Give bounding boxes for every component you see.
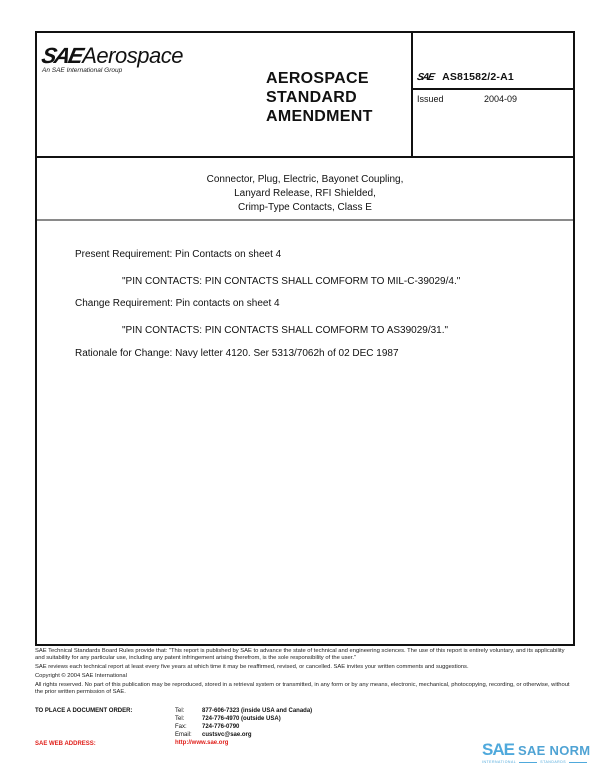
contact-row [175,723,435,731]
doc-type-line: AEROSPACE [266,70,369,87]
sae-aerospace-logo [39,43,183,74]
logo-tagline: An SAE International Group [42,67,123,74]
title-divider [37,219,573,221]
contact-key: Tel: [175,708,185,714]
contact-row [175,715,435,723]
copyright: Copyright © 2004 SAE International [35,673,127,679]
issued-box [411,88,573,158]
sae-norm-rule [569,762,587,763]
sae-logo-icon: SAE [415,71,435,83]
issued-date: 2004-09 [484,94,518,104]
document-frame [35,31,575,646]
contact-row [175,707,435,715]
contact-value: 877-606-7323 (inside USA and Canada) [202,708,313,714]
rationale: Rationale for Change: Navy letter 4120. Ser 5313/7062h of 02 DEC 1987 [75,348,399,359]
rules-text: SAE Technical Standards Board Rules provide that: "This report is published by SAE to advance the state of technical and engineering sciences. The use of this report is entirely voluntary, and its applicability and suitability for any particular use, including any patent infringement arising therefrom, is the sole responsibility of the user." [35,648,565,661]
web-url-link[interactable]: http://www.sae.org [175,740,229,746]
header-divider [37,156,573,158]
logo-name: Aerospace [82,43,183,68]
doc-type-line: AMENDMENT [266,108,373,125]
contact-value: 724-776-0790 [202,724,240,730]
contact-row [175,739,435,747]
present-requirement: Present Requirement: Pin Contacts on sheet 4 [75,249,282,260]
document-title [37,173,573,215]
issued-label: Issued [417,94,444,104]
sae-norm-sub [482,760,590,764]
contact-list [175,707,435,747]
rights-text: All rights reserved. No part of this publication may be reproduced, stored in a retrieval system or transmitted, in any form or by any means, electronic, mechanical, photocopying, recording, or otherwise, without the prior written permission of SAE. [35,682,570,695]
sae-norm-text: SAE NORM [517,742,591,758]
contact-key: Email: [175,732,192,738]
sae-norm-sub-left: INTERNATIONAL [482,760,517,764]
document-number: AS81582/2-A1 [442,71,514,83]
sae-norm-sub-right: STANDARDS [540,760,567,764]
contact-key: Fax: [175,724,187,730]
sae-norm-watermark [482,740,590,764]
logo-brand: SAE [39,43,85,68]
legal-footer [35,648,575,698]
sae-norm-logo-icon: SAE [482,740,514,759]
title-line: Crimp-Type Contacts, Class E [238,202,372,213]
present-quote: "PIN CONTACTS: PIN CONTACTS SHALL COMFORM TO MIL-C-39029/4." [122,276,461,287]
change-quote: "PIN CONTACTS: PIN CONTACTS SHALL COMFORM TO AS39029/31." [122,325,449,336]
document-type [266,69,373,126]
contact-key: Tel: [175,716,185,722]
contact-value[interactable]: custsvc@sae.org [202,732,252,738]
change-requirement: Change Requirement: Pin contacts on sheet 4 [75,298,280,309]
contact-value: 724-776-4970 (outside USA) [202,716,281,722]
title-line: Lanyard Release, RFI Shielded, [234,188,376,199]
document-number-block [417,71,514,83]
web-address-label: SAE WEB ADDRESS: [35,741,96,747]
doc-type-line: STANDARD [266,89,357,106]
review-text: SAE reviews each technical report at least every five years at which time it may be reaffirmed, revised, or cancelled. SAE invites your written comments and suggestions. [35,664,469,670]
order-label: TO PLACE A DOCUMENT ORDER: [35,708,133,714]
title-line: Connector, Plug, Electric, Bayonet Coupling, [206,174,404,185]
contact-row [175,731,435,739]
sae-norm-rule [519,762,537,763]
